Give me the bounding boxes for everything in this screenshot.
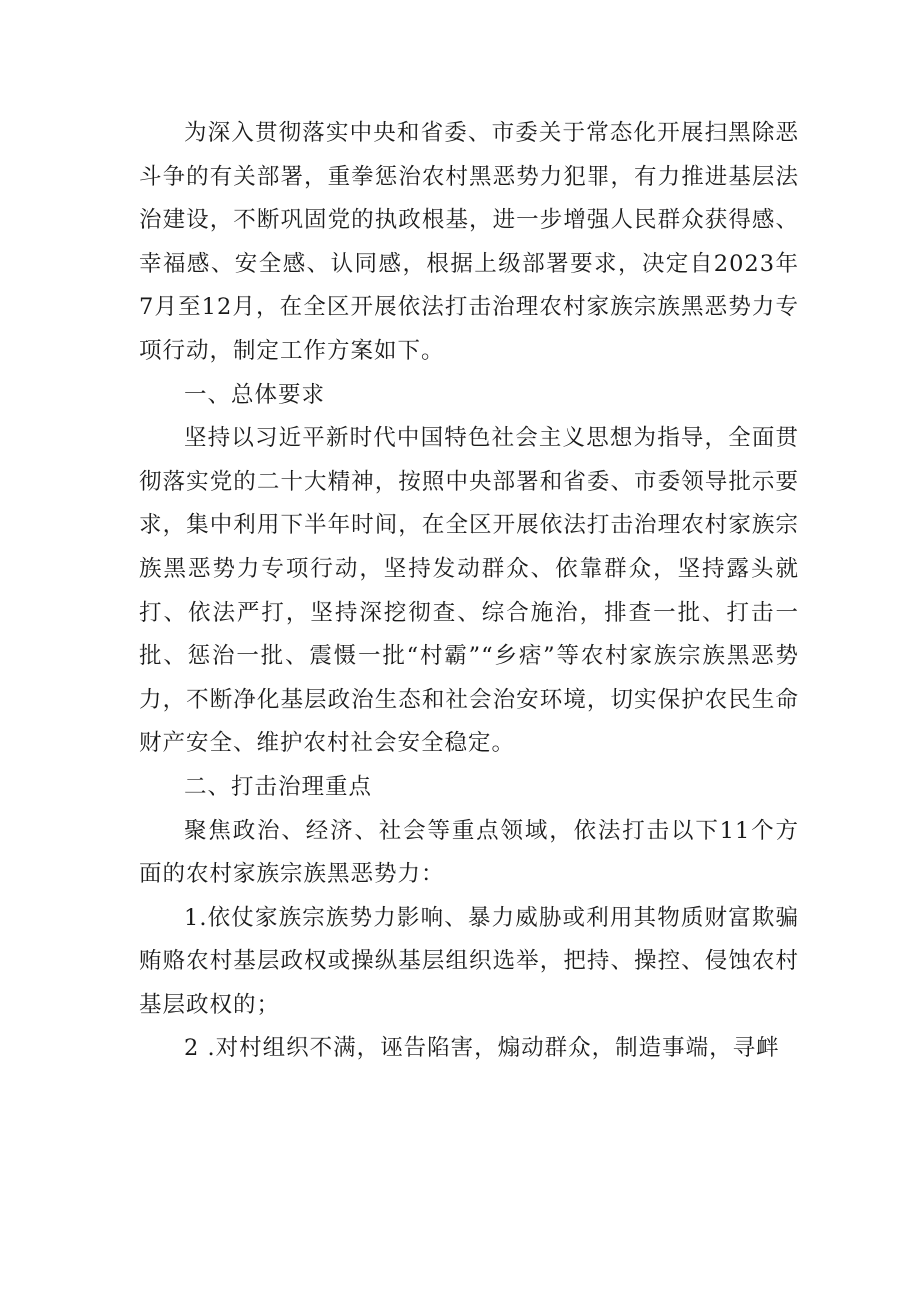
overall-requirements-paragraph: 坚持以习近平新时代中国特色社会主义思想为指导，全面贯彻落实党的二十大精神，按照中央部署和省委、市委领导批示要求，集中利用下半年时间，在全区开展依法打击治理农村家族宗族黑恶势力专项行动，坚持发动群众、依靠群众，坚持露头就打、依法严打，坚持深挖彻查、综合施治，排查一批、打击一批、惩治一批、震慑一批“村霸”“乡痞”等农村家族宗族黑恶势力，不断净化基层政治生态和社会治安环境，切实保护农民生命财产安全、维护农村社会安全稳定。	[139, 425, 799, 757]
key-targets-intro-paragraph: 聚焦政治、经济、社会等重点领域，依法打击以下11个方面的农村家族宗族黑恶势力：	[139, 817, 799, 888]
section-heading-key-targets: 二、打击治理重点	[184, 773, 373, 800]
list-item-1: 1.依仗家族宗族势力影响、暴力威胁或利用其物质财富欺骗贿赂农村基层政权或操纵基层组织选举，把持、操控、侵蚀农村基层政权的；	[139, 904, 799, 1018]
intro-paragraph: 为深入贯彻落实中央和省委、市委关于常态化开展扫黑除恶斗争的有关部署，重拳惩治农村黑恶势力犯罪，有力推进基层法治建设，不断巩固党的执政根基，进一步增强人民群众获得感、幸福感、安全感、认同感，根据上级部署要求，决定自2023年7月至12月，在全区开展依法打击治理农村家族宗族黑恶势力专项行动，制定工作方案如下。	[139, 120, 799, 364]
list-item-2: 2 .对村组织不满，诬告陷害，煽动群众，制造事端，寻衅	[184, 1035, 780, 1062]
document-body	[139, 112, 799, 1071]
section-heading-overall-requirements: 一、总体要求	[184, 381, 326, 408]
